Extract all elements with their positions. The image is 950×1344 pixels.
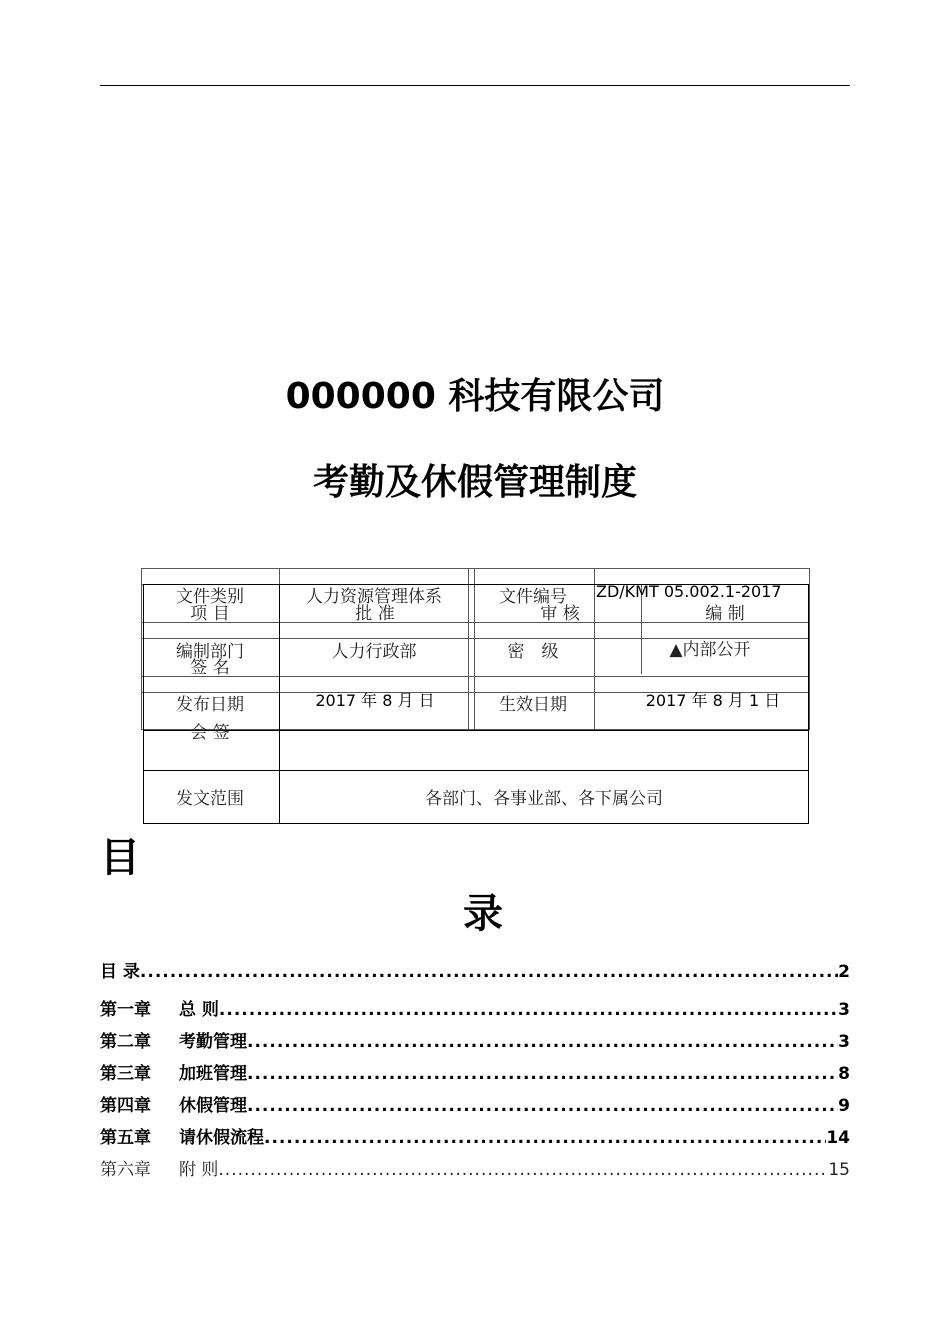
label-approve: 批 准 [355, 604, 395, 624]
company-title: 000000 科技有限公司 [285, 376, 665, 417]
toc-entry-page: 3 [838, 1000, 850, 1020]
toc-leader-dots [247, 1064, 838, 1084]
toc-entry-chapter: 第六章 [100, 1160, 151, 1180]
value-department: 人力行政部 [331, 642, 417, 662]
value-security-level: ▲内部公开 [669, 640, 751, 660]
toc-heading-part1: 目 [100, 835, 140, 881]
toc-entry-title: 加班管理 [179, 1064, 247, 1084]
toc-entry-page: 14 [826, 1128, 850, 1148]
toc-entry-title: 休假管理 [179, 1096, 247, 1116]
toc-entry[interactable] [100, 1155, 850, 1179]
toc-entry-page: 15 [828, 1160, 850, 1180]
toc-entry-page: 9 [838, 1096, 850, 1116]
toc-entry-chapter: 第五章 [100, 1128, 151, 1148]
toc-entry-chapter: 目 录 [100, 962, 140, 982]
header-rule [100, 85, 850, 86]
label-countersign: 会 签 [190, 723, 230, 743]
toc-heading-part2: 录 [463, 891, 503, 937]
toc-entry-chapter: 第一章 [100, 1000, 151, 1020]
toc-entry-title: 附 则 [179, 1160, 219, 1180]
label-review: 审 核 [540, 604, 580, 624]
toc-entry-page: 3 [838, 1032, 850, 1052]
toc-leader-dots [219, 1000, 838, 1020]
toc-entry-title: 请休假流程 [179, 1128, 264, 1148]
table-line [143, 770, 809, 771]
label-scope: 发文范围 [176, 789, 244, 809]
toc-entry-chapter: 第二章 [100, 1032, 151, 1052]
label-file-category: 文件类别 [176, 587, 244, 607]
label-file-number: 文件编号 [499, 587, 567, 607]
value-publish-date: 2017 年 8 月 日 [315, 691, 435, 710]
toc-entry-chapter: 第三章 [100, 1064, 151, 1084]
label-effective-date: 生效日期 [499, 695, 567, 715]
toc-leader-dots [218, 1160, 828, 1180]
toc-entry-page: 8 [838, 1064, 850, 1084]
toc-entry-title: 总 则 [179, 1000, 219, 1020]
toc-leader-dots [140, 962, 838, 982]
document-title: 考勤及休假管理制度 [312, 462, 637, 503]
toc-leader-dots [264, 1128, 826, 1148]
toc-leader-dots [247, 1032, 838, 1052]
label-item: 项 目 [190, 604, 230, 624]
label-security-level: 密 级 [507, 642, 559, 662]
value-file-category: 人力资源管理体系 [306, 587, 442, 607]
toc-leader-dots [247, 1096, 838, 1116]
toc-entry[interactable] [100, 1027, 850, 1051]
label-signature: 签 名 [190, 658, 230, 678]
value-effective-date: 2017 年 8 月 1 日 [645, 691, 781, 710]
toc-entry[interactable] [100, 995, 850, 1019]
toc-entry[interactable] [100, 1091, 850, 1115]
toc-entry[interactable] [100, 1059, 850, 1083]
label-publish-date: 发布日期 [176, 695, 244, 715]
value-file-number: ZD/KMT 05.002.1-2017 [596, 582, 782, 601]
label-department: 编制部门 [176, 642, 244, 662]
value-scope: 各部门、各事业部、各下属公司 [425, 789, 663, 809]
toc-entry-title: 考勤管理 [179, 1032, 247, 1052]
toc-entry-chapter: 第四章 [100, 1096, 151, 1116]
label-compile: 编 制 [705, 604, 745, 624]
toc-entry[interactable] [100, 1123, 850, 1147]
toc-entry-page: 2 [838, 962, 850, 982]
toc-entry[interactable] [100, 957, 850, 981]
